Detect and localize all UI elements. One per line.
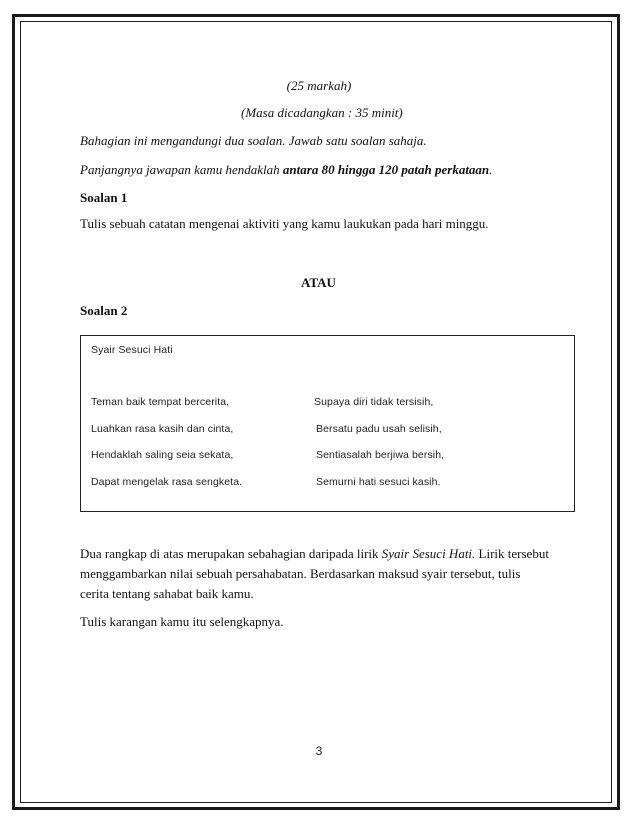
soalan-1-text: Tulis sebuah catatan mengenai aktiviti yang kamu laukukan pada hari minggu. — [80, 216, 489, 231]
poem-left-line-2: Luahkan rasa kasih dan cinta, — [91, 423, 234, 435]
poem-right-line-4: Semurni hati sesuci kasih. — [316, 476, 441, 488]
poem-right-line-1: Supaya diri tidak tersisih, — [314, 396, 434, 408]
poem-left-line-1: Teman baik tempat bercerita, — [91, 396, 230, 408]
description-part-2: Lirik tersebut menggambarkan nilai sebuah persahabatan. Berdasarkan maksud syair tersebut, tulis cerita tentang sahabat baik kamu. — [80, 546, 549, 601]
time-label: (Masa dicadangkan : 35 minit) — [241, 105, 403, 120]
instruction-line-2-prefix: Panjangnya jawapan kamu hendaklah — [80, 162, 283, 177]
poem-left-line-3: Hendaklah saling seia sekata, — [91, 449, 234, 461]
soalan-2-closing: Tulis karangan kamu itu selengkapnya. — [80, 614, 284, 629]
instruction-line-1: Bahagian ini mengandungi dua soalan. Jawab satu soalan sahaja. — [80, 133, 427, 148]
instruction-line-2 — [80, 162, 492, 178]
description-part-1: Dua rangkap di atas merupakan sebahagian daripada lirik — [80, 546, 382, 561]
poem-right-line-3: Sentiasalah berjiwa bersih, — [316, 449, 445, 461]
poem-title: Syair Sesuci Hati — [91, 344, 173, 356]
poem-left-line-4: Dapat mengelak rasa sengketa. — [91, 476, 243, 488]
separator-atau: ATAU — [301, 275, 336, 290]
page-number: 3 — [315, 744, 323, 758]
soalan-1-heading: Soalan 1 — [80, 190, 128, 205]
description-poem-title: Syair Sesuci Hati. — [381, 546, 476, 561]
instruction-word-limit: antara 80 hingga 120 patah perkataan — [282, 162, 490, 177]
marks-label: (25 markah) — [286, 78, 352, 93]
soalan-2-heading: Soalan 2 — [80, 303, 128, 318]
instruction-line-2-suffix: . — [489, 162, 493, 177]
soalan-2-description — [80, 544, 550, 604]
poem-right-line-2: Bersatu padu usah selisih, — [316, 423, 442, 435]
